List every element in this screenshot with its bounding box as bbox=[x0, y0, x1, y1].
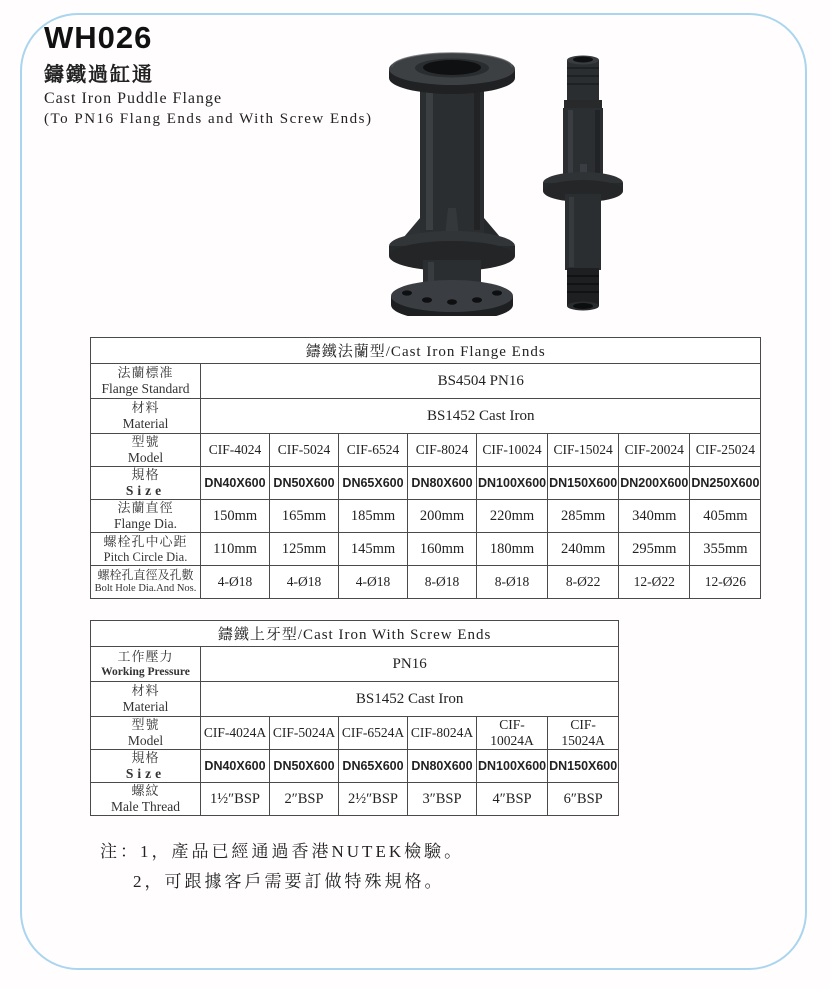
spec-value: DN150X600 bbox=[548, 750, 619, 783]
spec-value: 240mm bbox=[548, 533, 619, 566]
product-photo-flange-ends bbox=[386, 50, 518, 321]
spec-value: CIF-5024A bbox=[270, 717, 339, 750]
spec-value: CIF-20024 bbox=[619, 434, 690, 467]
note-text: 1，產品已經通過香港NUTEK檢驗。 bbox=[140, 842, 465, 861]
product-subtitle: (To PN16 Flang Ends and With Screw Ends) bbox=[44, 110, 373, 127]
spec-value: CIF-4024A bbox=[201, 717, 270, 750]
row-label bbox=[91, 750, 201, 783]
table-title: 鑄鐵上牙型/Cast Iron With Screw Ends bbox=[91, 621, 619, 647]
spec-value: 145mm bbox=[339, 533, 408, 566]
spec-value: CIF-4024 bbox=[201, 434, 270, 467]
spec-row bbox=[91, 533, 761, 566]
spec-value: CIF-6524A bbox=[339, 717, 408, 750]
flange-ends-spec-table bbox=[90, 337, 761, 599]
row-label bbox=[91, 566, 201, 599]
info-row bbox=[91, 682, 619, 717]
spec-value: 160mm bbox=[408, 533, 477, 566]
spec-value: 110mm bbox=[201, 533, 270, 566]
spec-value: 6″BSP bbox=[548, 783, 619, 816]
row-label-en: Model bbox=[127, 733, 164, 749]
spec-value: DN100X600 bbox=[477, 750, 548, 783]
spec-value: 8-Ø18 bbox=[477, 566, 548, 599]
table-title-row bbox=[91, 621, 619, 647]
row-label-en: Size bbox=[125, 483, 166, 499]
spec-value: 8-Ø18 bbox=[408, 566, 477, 599]
spec-value: DN150X600 bbox=[548, 467, 619, 500]
row-label-zh: 法蘭標准 bbox=[117, 365, 174, 381]
spec-row bbox=[91, 434, 761, 467]
spec-row bbox=[91, 500, 761, 533]
info-value: BS1452 Cast Iron bbox=[201, 682, 619, 717]
spec-value: 8-Ø22 bbox=[548, 566, 619, 599]
spec-value: 12-Ø26 bbox=[690, 566, 761, 599]
spec-value: 4″BSP bbox=[477, 783, 548, 816]
note-line-2 bbox=[133, 873, 464, 890]
spec-value: 3″BSP bbox=[408, 783, 477, 816]
info-row bbox=[91, 364, 761, 399]
spec-row bbox=[91, 566, 761, 599]
flange-ends-illustration bbox=[386, 50, 518, 316]
spec-value: 2½″BSP bbox=[339, 783, 408, 816]
row-label bbox=[91, 434, 201, 467]
note-text: 2，可跟據客戶需要訂做特殊規格。 bbox=[133, 872, 445, 891]
row-label-zh: 規格 bbox=[131, 750, 160, 766]
spec-value: 180mm bbox=[477, 533, 548, 566]
spec-value: CIF-10024 bbox=[477, 434, 548, 467]
spec-value: 12-Ø22 bbox=[619, 566, 690, 599]
spec-value: 4-Ø18 bbox=[270, 566, 339, 599]
spec-value: CIF-25024 bbox=[690, 434, 761, 467]
spec-value: CIF-5024 bbox=[270, 434, 339, 467]
spec-value: DN40X600 bbox=[201, 467, 270, 500]
info-value: PN16 bbox=[201, 647, 619, 682]
spec-value: 185mm bbox=[339, 500, 408, 533]
spec-value: CIF-10024A bbox=[477, 717, 548, 750]
product-title-zh: 鑄鐵過缸通 bbox=[44, 63, 154, 86]
row-label bbox=[91, 533, 201, 566]
spec-value: 340mm bbox=[619, 500, 690, 533]
spec-value: 355mm bbox=[690, 533, 761, 566]
spec-value: 4-Ø18 bbox=[201, 566, 270, 599]
row-label-zh: 螺栓孔中心距 bbox=[103, 533, 188, 549]
row-label-zh: 規格 bbox=[131, 467, 160, 483]
row-label-zh: 材料 bbox=[131, 683, 160, 699]
row-label-zh: 螺栓孔直徑及孔數 bbox=[97, 568, 194, 583]
product-code: WH026 bbox=[44, 20, 153, 55]
spec-value: CIF-15024A bbox=[548, 717, 619, 750]
spec-value: DN80X600 bbox=[408, 750, 477, 783]
spec-value: DN200X600 bbox=[619, 467, 690, 500]
info-row bbox=[91, 647, 619, 682]
row-label-en: Bolt Hole Dia.And Nos. bbox=[94, 583, 197, 595]
spec-value: 405mm bbox=[690, 500, 761, 533]
spec-value: DN50X600 bbox=[270, 750, 339, 783]
row-label-zh: 法蘭直徑 bbox=[117, 500, 174, 516]
spec-value: 165mm bbox=[270, 500, 339, 533]
spec-value: 285mm bbox=[548, 500, 619, 533]
notes bbox=[100, 843, 464, 890]
row-label bbox=[91, 399, 201, 434]
row-label-zh: 型號 bbox=[131, 434, 160, 450]
product-photo-screw-ends bbox=[541, 52, 625, 319]
row-label bbox=[91, 682, 201, 717]
screw-ends-spec-table bbox=[90, 620, 619, 816]
table-title-row bbox=[91, 338, 761, 364]
spec-value: 295mm bbox=[619, 533, 690, 566]
row-label-en: Male Thread bbox=[110, 799, 181, 815]
row-label bbox=[91, 783, 201, 816]
row-label bbox=[91, 467, 201, 500]
row-label-en: Pitch Circle Dia. bbox=[103, 549, 188, 564]
row-label bbox=[91, 717, 201, 750]
info-row bbox=[91, 399, 761, 434]
spec-value: DN250X600 bbox=[690, 467, 761, 500]
row-label-en: Flange Dia. bbox=[114, 516, 177, 532]
page-header bbox=[44, 22, 372, 128]
spec-value: DN40X600 bbox=[201, 750, 270, 783]
row-label bbox=[91, 500, 201, 533]
spec-value: CIF-8024A bbox=[408, 717, 477, 750]
spec-value: CIF-6524 bbox=[339, 434, 408, 467]
spec-row bbox=[91, 750, 619, 783]
spec-value: DN65X600 bbox=[339, 750, 408, 783]
spec-value: 150mm bbox=[201, 500, 270, 533]
note-line-1 bbox=[100, 843, 464, 860]
spec-value: 220mm bbox=[477, 500, 548, 533]
row-label bbox=[91, 647, 201, 682]
spec-value: CIF-8024 bbox=[408, 434, 477, 467]
spec-value: 125mm bbox=[270, 533, 339, 566]
spec-row bbox=[91, 783, 619, 816]
screw-ends-illustration bbox=[541, 52, 625, 314]
spec-value: 200mm bbox=[408, 500, 477, 533]
spec-row bbox=[91, 467, 761, 500]
spec-value: DN100X600 bbox=[477, 467, 548, 500]
row-label-en: Material bbox=[122, 699, 169, 715]
spec-value: 1½″BSP bbox=[201, 783, 270, 816]
info-value: BS4504 PN16 bbox=[201, 364, 761, 399]
row-label-en: Material bbox=[122, 416, 169, 432]
table-title: 鑄鐵法蘭型/Cast Iron Flange Ends bbox=[91, 338, 761, 364]
note-prefix: 注： bbox=[100, 842, 140, 861]
row-label-en: Model bbox=[127, 450, 164, 466]
row-label-en: Size bbox=[125, 766, 166, 782]
spec-value: DN50X600 bbox=[270, 467, 339, 500]
spec-row bbox=[91, 717, 619, 750]
row-label-zh: 螺紋 bbox=[131, 783, 160, 799]
row-label-zh: 材料 bbox=[131, 400, 160, 416]
row-label bbox=[91, 364, 201, 399]
product-title-en: Cast Iron Puddle Flange bbox=[44, 89, 223, 107]
spec-value: CIF-15024 bbox=[548, 434, 619, 467]
row-label-en: Flange Standard bbox=[101, 381, 190, 397]
row-label-zh: 工作壓力 bbox=[117, 649, 174, 665]
spec-value: DN80X600 bbox=[408, 467, 477, 500]
spec-value: 4-Ø18 bbox=[339, 566, 408, 599]
info-value: BS1452 Cast Iron bbox=[201, 399, 761, 434]
row-label-zh: 型號 bbox=[131, 717, 160, 733]
row-label-en: Working Pressure bbox=[101, 665, 190, 678]
spec-value: 2″BSP bbox=[270, 783, 339, 816]
spec-value: DN65X600 bbox=[339, 467, 408, 500]
